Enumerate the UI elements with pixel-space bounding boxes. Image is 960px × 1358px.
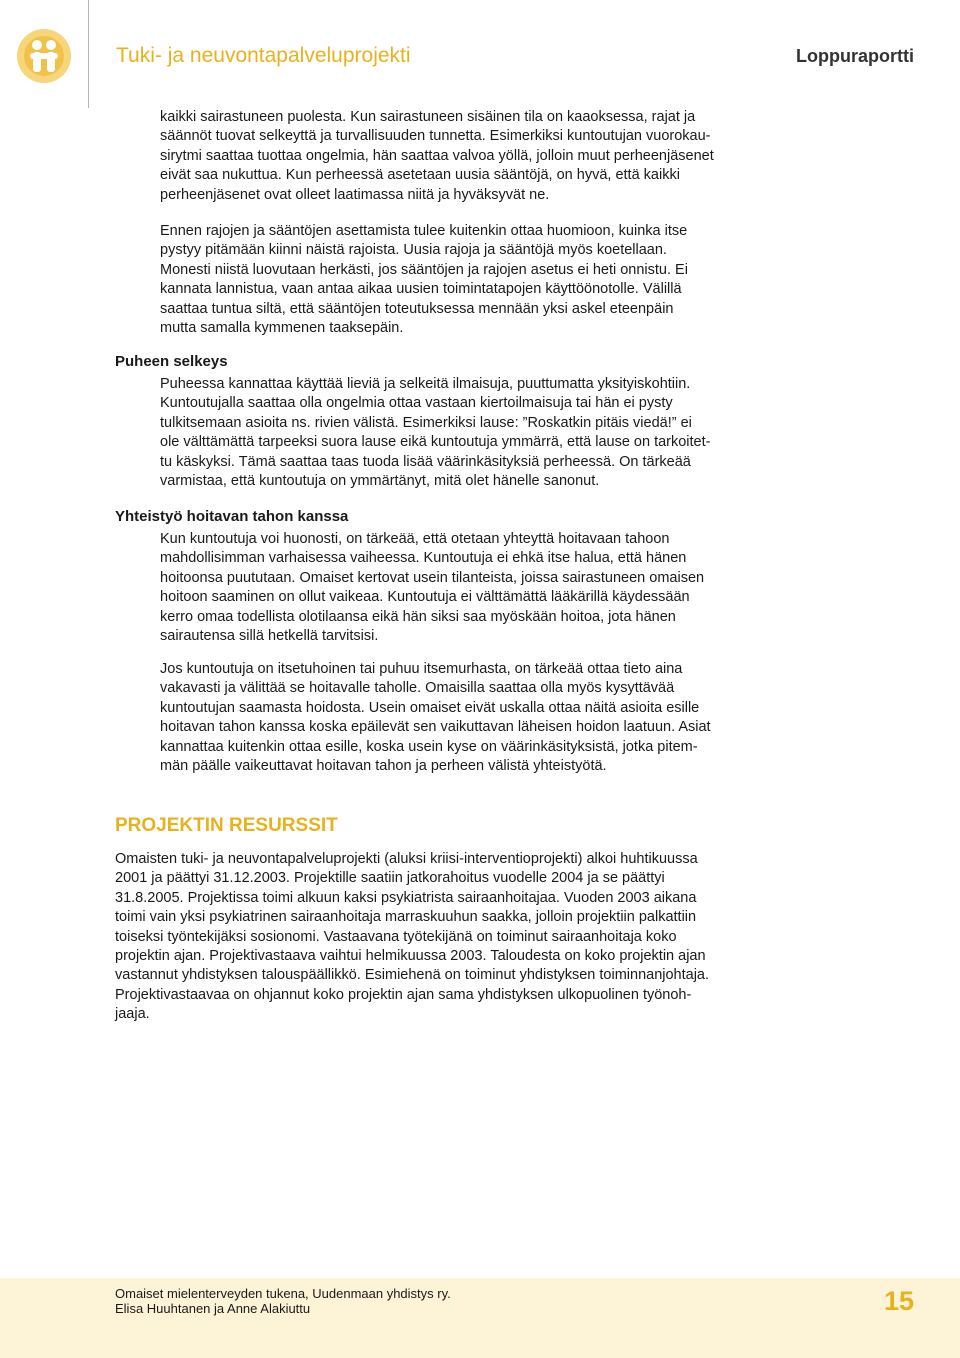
text-line: perheenjäsenet ovat olleet laatimassa niitä ja hyväksyvät ne. [160, 186, 550, 203]
text-line: säännöt tuovat selkeyttä ja turvallisuuden tunnetta. Esimerkiksi kuntoutujan vuorokau- [160, 128, 711, 145]
text-line: Ennen rajojen ja sääntöjen asettamista tulee kuitenkin ottaa huomioon, kuinka itse [160, 223, 688, 239]
header-divider [88, 0, 89, 108]
text-line: toiseksi työntekijäksi sosionomi. Vastaavana työtekijänä on toiminut sairaanhoitaja koko [115, 928, 677, 945]
text-line: Jos kuntoutuja on itsetuhoinen tai puhuu itsemurhasta, on tärkeää ottaa tieto aina [160, 661, 683, 677]
text-line: 31.8.2005. Projektissa toimi alkuun kaksi psykiatrista sairaanhoitajaa. Vuoden 2003 aikana [115, 889, 697, 906]
text-line: tu käskyksi. Tämä saattaa taas tuoda lisää väärinkäsityksiä perheessä. On tärkeää [160, 453, 691, 470]
paragraph-suicide-risk [160, 660, 711, 776]
text-line: Monesti niistä luovutaan herkästi, jos sääntöjen ja rajojen asetus ei heti onnistu. Ei [160, 261, 688, 278]
text-line: jaaja. [115, 1006, 150, 1023]
paragraph-cooperation [160, 530, 704, 646]
page-number: 15 [883, 1286, 914, 1316]
text-line: kaikki sairastuneen puolesta. Kun sairastuneen sisäinen tila on kaaoksessa, rajat ja [160, 109, 696, 125]
text-line: hoitoonsa puututaan. Omaiset kertovat usein tilanteista, joissa sairastuneen omaisen [160, 569, 705, 586]
text-line: hoitavan tahon kanssa koska epäilevät sen vaikuttavan läheisen hoidon laatuun. Asiat [160, 719, 711, 736]
text-line: Puheessa kannattaa käyttää lieviä ja selkeitä ilmaisuja, puuttumatta yksityiskohtiin. [160, 376, 691, 392]
text-line: kannattaa kuitenkin ottaa esille, koska usein kyse on väärinkäsityksistä, jotka pitem- [160, 738, 698, 755]
text-line: mutta samalla kymmenen taaksepäin. [160, 320, 404, 337]
text-line: eivät saa nukuttua. Kun perheessä asetetaan uusia sääntöjä, on hyvä, että kaikki [160, 167, 680, 184]
text-line: sirytmi saattaa tuottaa ongelmia, hän saattaa valvoa yöllä, jolloin muut perheenjäsenet [160, 147, 714, 164]
text-line: varmistaa, että kuntoutuja on ymmärtänyt, mitä olet hänelle sanonut. [160, 473, 600, 490]
text-line: tulkitsemaan asioita ns. rivien välistä. Esimerkiksi lause: ”Roskatkin pitäis viedä!” ei [160, 414, 692, 431]
text-line: toimi vain yksi psykiatrinen sairaanhoitaja marraskuuhun saakka, jolloin projektiin palkattiin [115, 909, 697, 926]
report-type-label: Loppuraportti [796, 46, 914, 66]
text-line: vastannut yhdistyksen talouspäällikkö. Esimiehenä on toiminut yhdistyksen toiminnanjohtaja. [115, 967, 710, 984]
text-line: saattaa tuntua siltä, että sääntöjen toteutuksessa mennään yksi askel eteenpäin [160, 300, 674, 317]
text-line: 2001 ja päättyi 31.12.2003. Projektille saatiin jatkorahoitus vuodelle 2004 ja se päättyi [115, 870, 665, 887]
organization-logo [16, 28, 72, 84]
footer-organization: Omaiset mielenterveyden tukena, Uudenmaan yhdistys ry. [115, 1286, 451, 1301]
text-line: kuntoutujan saamasta hoidosta. Usein omaiset eivät uskalla ottaa näitä asioita esille [160, 699, 700, 716]
paragraph-rules [160, 108, 714, 205]
text-line: män päälle vaikeuttavat hoitavan tahon ja perheen välistä yhteistyötä. [160, 758, 607, 775]
text-line: Projektivastaavaa on ohjannut koko projektin ajan sama yhdistyksen ulkopuolinen työnoh- [115, 986, 692, 1003]
subheading-cooperation: Yhteistyö hoitavan tahon kanssa [115, 508, 349, 525]
text-line: kerro omaa todellista olotilaansa eikä hän siksi saa myöskään hoitoa, jota hänen [160, 608, 676, 625]
text-line: ole välttämättä tarpeeksi suora lause eikä kuntoutuja ymmärrä, että lause on tarkoitet- [160, 434, 711, 451]
text-line: Kun kuntoutuja voi huonosti, on tärkeää, että otetaan yhteyttä hoitavaan tahoon [160, 531, 670, 547]
text-line: pystyy pitämään kiinni näistä rajoista. Uusia rajoja ja sääntöjä myös koetellaan. [160, 242, 667, 259]
text-line: mahdollisimman varhaisessa vaiheessa. Kuntoutuja ei ehkä itse halua, että hänen [160, 550, 687, 567]
text-line: sairautensa sillä hetkellä tarvitsisi. [160, 628, 379, 645]
paragraph-clear-speech [160, 375, 710, 491]
paragraph-boundaries [160, 222, 688, 338]
section-title-resources: PROJEKTIN RESURSSIT [115, 815, 338, 836]
text-line: Kuntoutujalla saattaa olla ongelmia ottaa vastaan kiertoilmaisuja tai hän ei pysty [160, 395, 673, 412]
text-line: projektin ajan. Projektivastaava vaihtui helmikuussa 2003. Taloudesta on koko projektin ajan [115, 948, 706, 965]
text-line: Omaisten tuki- ja neuvontapalveluprojekti (aluksi kriisi-interventioprojekti) alkoi huhtikuussa [115, 851, 698, 867]
text-line: hoitoon saaminen on ollut vaikeaa. Kuntoutuja ei välttämättä lääkärillä käydessään [160, 589, 690, 606]
text-line: vakavasti ja välittää se hoitavalle taholle. Omaisilla saattaa olla myös kysyttävää [160, 680, 675, 697]
text-line: kannata lannistua, vaan antaa aikaa uusien toimintatapojen käyttöönotolle. Välillä [160, 281, 682, 298]
report-title: Tuki- ja neuvontapalveluprojekti [116, 44, 411, 67]
paragraph-resources [115, 850, 709, 1025]
footer-authors: Elisa Huuhtanen ja Anne Alakiuttu [115, 1301, 311, 1316]
subheading-clear-speech: Puheen selkeys [115, 353, 228, 370]
